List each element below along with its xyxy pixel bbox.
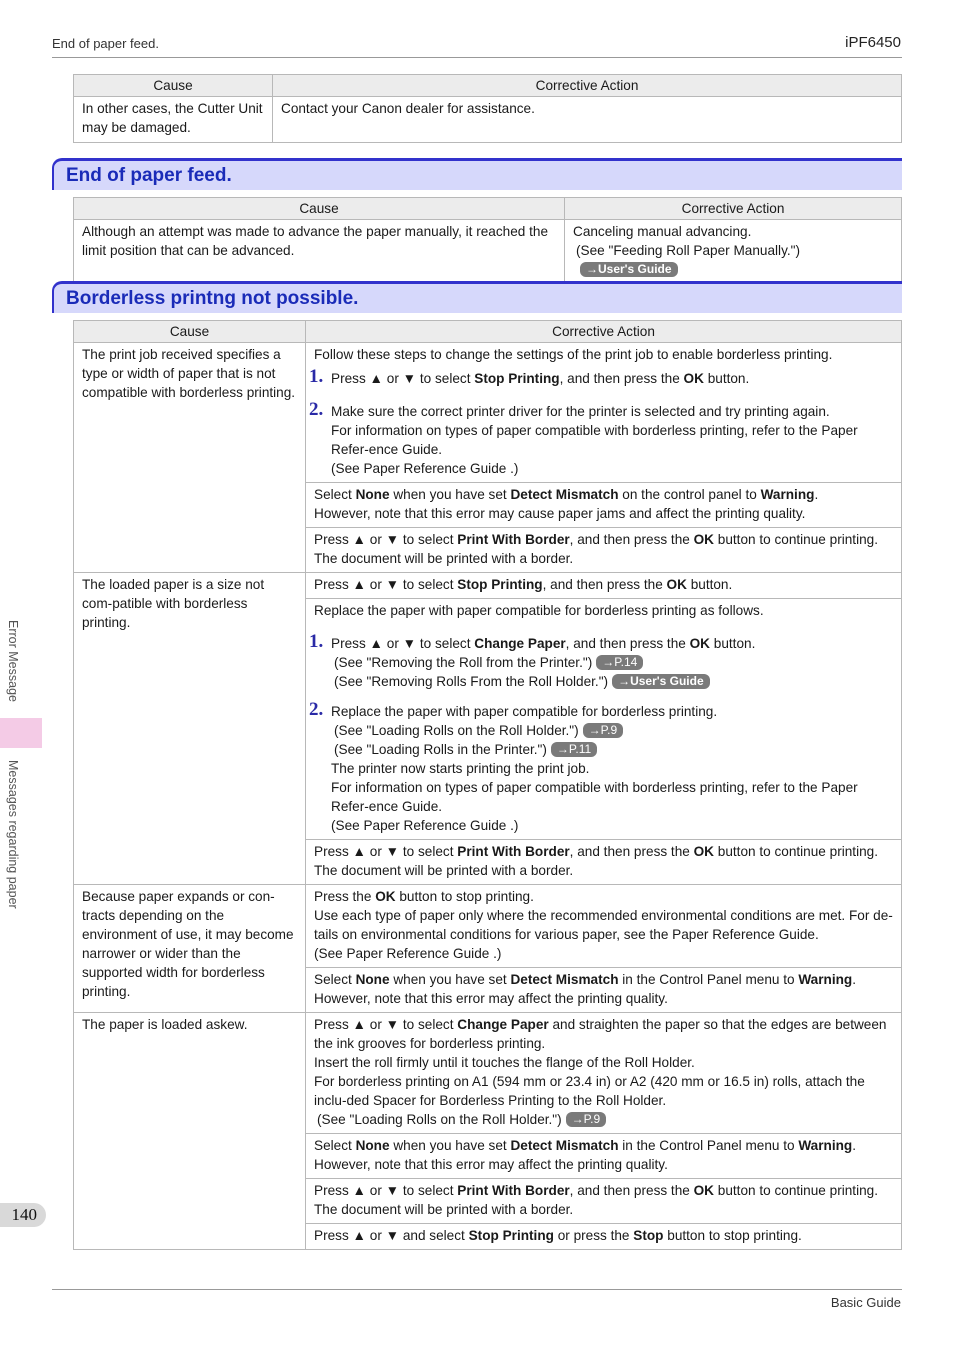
- table-row: [74, 573, 902, 599]
- action-text: Press ▲ or ▼ to select: [314, 577, 458, 592]
- cause-cell: The paper is loaded askew.: [74, 1013, 306, 1250]
- reference-text: (See Paper Reference Guide .): [331, 818, 519, 833]
- action-text: For borderless printing on A1 (594 mm or 23.4 in) or A2 (420 mm or 16.5 in) rolls, attach the inclu-ded Spacer for Borderless Printing to the Roll Holder.: [314, 1074, 865, 1108]
- section-heading-borderless: Borderless printng not possible.: [52, 281, 902, 313]
- menu-item-name: Print With Border: [457, 532, 570, 547]
- setting-value: None: [355, 1138, 390, 1153]
- step-number: 2.: [309, 699, 324, 720]
- running-header-model: iPF6450: [845, 34, 901, 51]
- table-row: [74, 220, 902, 284]
- action-cell: [565, 220, 902, 284]
- action-text: when you have set: [389, 1138, 511, 1153]
- action-text: Select: [314, 1138, 356, 1153]
- users-guide-link[interactable]: →User's Guide: [612, 674, 710, 689]
- table-row: [74, 97, 902, 143]
- reference-text: (See "Removing the Roll from the Printer."): [334, 655, 593, 670]
- button-name: OK: [689, 636, 710, 651]
- action-cell: [306, 528, 902, 573]
- action-text: However, note that this error may cause paper jams and affect the printing quality.: [314, 506, 806, 521]
- action-text: .: [814, 487, 819, 502]
- setting-value: None: [355, 487, 390, 502]
- action-text: on the control panel to: [618, 487, 761, 502]
- action-intro: Replace the paper with paper compatible for borderless printing as follows.: [314, 603, 764, 618]
- menu-item-name: Stop Printing: [468, 1228, 554, 1243]
- action-text: , and then press the: [569, 532, 694, 547]
- column-header-cause: Cause: [74, 321, 306, 343]
- action-text: Press ▲ or ▼ to select: [314, 532, 458, 547]
- step-number: 1.: [309, 366, 324, 387]
- cause-cell: The print job received specifies a type or width of paper that is not compatible with borderless printing.: [74, 343, 306, 573]
- table-row: [74, 1013, 902, 1134]
- action-cell: [306, 1013, 902, 1134]
- side-tab-subsection[interactable]: Messages regarding paper: [6, 760, 20, 909]
- footer-guide-name: Basic Guide: [830, 1295, 901, 1310]
- setting-value: Warning: [760, 487, 815, 502]
- column-header-action: Corrective Action: [306, 321, 902, 343]
- action-text: when you have set: [389, 487, 511, 502]
- menu-item-name: Change Paper: [457, 1017, 549, 1032]
- page-link[interactable]: →P.11: [551, 742, 597, 757]
- action-text: when you have set: [389, 972, 511, 987]
- step-text: button.: [703, 371, 750, 386]
- reference-text: (See "Feeding Roll Paper Manually."): [576, 243, 800, 258]
- action-text: button to stop printing.: [663, 1228, 802, 1243]
- step-text: , and then press the: [559, 371, 684, 386]
- button-name: OK: [693, 532, 714, 547]
- action-text: in the Control Panel menu to: [618, 1138, 799, 1153]
- reference-text: (See "Loading Rolls on the Roll Holder."): [317, 1112, 562, 1127]
- header-divider: [52, 57, 902, 58]
- button-name: Stop: [633, 1228, 664, 1243]
- action-text: button to continue printing. The document will be printed with a border.: [314, 532, 878, 566]
- action-text: Press ▲ or ▼ and select: [314, 1228, 469, 1243]
- button-name: OK: [693, 844, 714, 859]
- action-text: and straighten the paper so that the edges are between the ink grooves for borderless printing.: [314, 1017, 887, 1051]
- action-cell: [306, 343, 902, 483]
- action-text: Insert the roll firmly until it touches the flange of the Roll Holder.: [314, 1055, 695, 1070]
- step-text: Press ▲ or ▼ to select: [331, 636, 475, 651]
- column-header-action: Corrective Action: [565, 198, 902, 220]
- action-text: button to stop printing.: [395, 889, 534, 904]
- action-text: , and then press the: [569, 844, 694, 859]
- section-heading-end-of-paper-feed: End of paper feed.: [52, 158, 902, 190]
- button-name: OK: [666, 577, 687, 592]
- button-name: OK: [375, 889, 396, 904]
- action-text: .: [852, 972, 857, 987]
- step-text: For information on types of paper compatible with borderless printing, refer to the Paper Refer-ence Guide.: [331, 780, 858, 814]
- reference-text: (See Paper Reference Guide .): [331, 461, 519, 476]
- cause-cell: Because paper expands or con-tracts depending on the environment of use, it may become narrower or wider than the supported width for borderless printing.: [74, 885, 306, 1013]
- action-cell: [306, 483, 902, 528]
- cutter-table: [73, 74, 902, 143]
- table-row: [74, 885, 902, 968]
- menu-item-name: Change Paper: [474, 636, 566, 651]
- action-text: button.: [686, 577, 733, 592]
- button-name: OK: [683, 371, 704, 386]
- action-cell: [306, 599, 902, 840]
- action-text: Press ▲ or ▼ to select: [314, 844, 458, 859]
- action-cell: [306, 1134, 902, 1179]
- cause-cell: The loaded paper is a size not com-patible with borderless printing.: [74, 573, 306, 885]
- step-text: Replace the paper with paper compatible for borderless printing.: [331, 704, 718, 719]
- step-number: 2.: [309, 399, 324, 420]
- running-header-title: End of paper feed.: [52, 36, 159, 51]
- action-text: However, note that this error may affect the printing quality.: [314, 1157, 668, 1172]
- action-cell: [306, 840, 902, 885]
- action-cell: [306, 968, 902, 1013]
- action-text: Select: [314, 487, 356, 502]
- action-cell: [306, 885, 902, 968]
- menu-item-name: Stop Printing: [457, 577, 543, 592]
- action-text: or press the: [553, 1228, 634, 1243]
- action-intro: Follow these steps to change the settings of the print job to enable borderless printing.: [314, 347, 833, 362]
- setting-name: Detect Mismatch: [510, 972, 619, 987]
- setting-name: Detect Mismatch: [510, 1138, 619, 1153]
- step-text: For information on types of paper compatible with borderless printing, refer to the Paper Refer-ence Guide.: [331, 423, 858, 457]
- action-text: button to continue printing. The document will be printed with a border.: [314, 844, 878, 878]
- step-text: Press ▲ or ▼ to select: [331, 371, 475, 386]
- action-cell: [306, 1224, 902, 1250]
- action-text: Press the: [314, 889, 376, 904]
- reference-text: (See "Loading Rolls in the Printer."): [334, 742, 547, 757]
- menu-item-name: Stop Printing: [474, 371, 560, 386]
- cause-cell: In other cases, the Cutter Unit may be damaged.: [74, 97, 273, 143]
- setting-name: Detect Mismatch: [510, 487, 619, 502]
- action-cell: [306, 573, 902, 599]
- action-text: in the Control Panel menu to: [618, 972, 799, 987]
- page-link[interactable]: →P.14: [596, 655, 643, 670]
- column-header-action: Corrective Action: [273, 75, 902, 97]
- action-text: Press ▲ or ▼ to select: [314, 1017, 458, 1032]
- setting-value: Warning: [798, 972, 853, 987]
- step-text: button.: [710, 636, 756, 651]
- action-text: Use each type of paper only where the recommended environmental conditions are met. For de-tails on environmental conditions for various paper, see the Paper Reference Guide.: [314, 908, 893, 942]
- page-link[interactable]: →P.9: [566, 1112, 606, 1127]
- action-cell: Contact your Canon dealer for assistance.: [273, 97, 902, 143]
- setting-value: Warning: [798, 1138, 853, 1153]
- end-of-feed-table: [73, 197, 902, 284]
- table-row: [74, 343, 902, 483]
- action-text: , and then press the: [569, 1183, 694, 1198]
- cause-cell: Although an attempt was made to advance the paper manually, it reached the limit position that can be advanced.: [74, 220, 565, 284]
- step-text: , and then press the: [565, 636, 690, 651]
- menu-item-name: Print With Border: [457, 844, 570, 859]
- column-header-cause: Cause: [74, 75, 273, 97]
- step-text: The printer now starts printing the print job.: [331, 761, 590, 776]
- reference-text: (See "Loading Rolls on the Roll Holder."): [334, 723, 579, 738]
- side-tab-section[interactable]: Error Message: [6, 620, 20, 702]
- step-text: Make sure the correct printer driver for the printer is selected and try printing again.: [331, 404, 830, 419]
- page-link[interactable]: →P.9: [583, 723, 623, 738]
- page-number: 140: [0, 1203, 46, 1227]
- reference-text: (See "Removing Rolls From the Roll Holder."): [334, 674, 609, 689]
- reference-text: (See Paper Reference Guide .): [314, 946, 502, 961]
- setting-value: None: [355, 972, 390, 987]
- button-name: OK: [693, 1183, 714, 1198]
- action-text: Select: [314, 972, 356, 987]
- action-text: Canceling manual advancing.: [573, 224, 752, 239]
- action-cell: [306, 1179, 902, 1224]
- action-text: Press ▲ or ▼ to select: [314, 1183, 458, 1198]
- step-number: 1.: [309, 631, 324, 652]
- users-guide-link[interactable]: →User's Guide: [580, 262, 678, 277]
- action-text: button to continue printing. The document will be printed with a border.: [314, 1183, 878, 1217]
- action-text: , and then press the: [542, 577, 667, 592]
- footer-divider: [52, 1289, 902, 1290]
- action-text: However, note that this error may affect the printing quality.: [314, 991, 668, 1006]
- action-text: .: [852, 1138, 857, 1153]
- menu-item-name: Print With Border: [457, 1183, 570, 1198]
- column-header-cause: Cause: [74, 198, 565, 220]
- side-tab-marker: [0, 718, 42, 748]
- borderless-table: [73, 320, 902, 1250]
